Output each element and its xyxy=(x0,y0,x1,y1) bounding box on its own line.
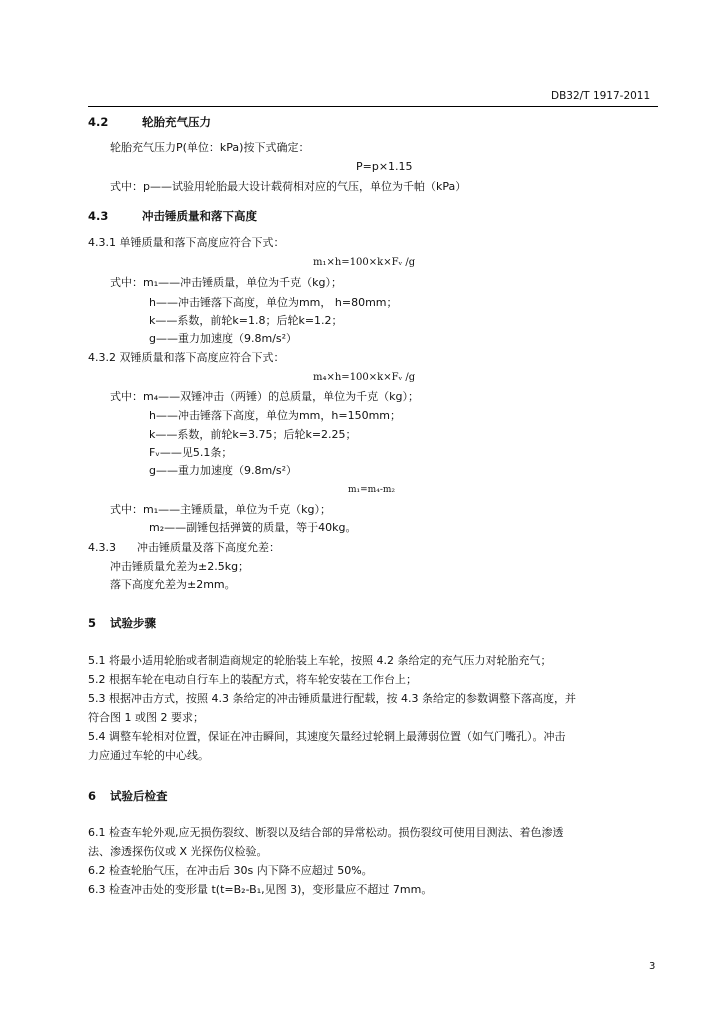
step-line: 力应通过车轮的中心线。 xyxy=(88,749,209,762)
header-doc-id: DB32/T 1917-2011 xyxy=(551,90,651,102)
check-line: 6.3 检查冲击处的变形量 t(t=B₂-B₁,见图 3)，变形量应不超过 7mm。 xyxy=(88,883,433,896)
definition-line: k——系数，前轮k=1.8；后轮k=1.2； xyxy=(149,314,343,327)
section-number: 4.2 xyxy=(88,115,109,129)
page-number: 3 xyxy=(649,961,656,972)
definition-line: h——冲击锤落下高度，单位为mm，h=150mm； xyxy=(149,409,402,422)
definition-line: 式中：m₁——主锤质量，单位为千克（kg）； xyxy=(110,503,331,516)
step-line: 5.1 将最小适用轮胎或者制造商规定的轮胎装上车轮，按照 4.2 条给定的充气压力对轮胎充气； xyxy=(88,654,552,667)
definition-line: m₂——副锤包括弹簧的质量，等于40kg。 xyxy=(149,521,357,534)
formula: P=p×1.15 xyxy=(356,160,413,173)
section-number: 4.3 xyxy=(88,209,109,223)
definition-line: 式中：m₁——冲击锤质量，单位为千克（kg）； xyxy=(110,276,342,289)
step-line: 5.3 根据冲击方式，按照 4.3 条给定的冲击锤质量进行配载，按 4.3 条给定的参数调整下落高度，并 xyxy=(88,692,576,705)
paragraph-line: 式中：p——试验用轮胎最大设计载荷相对应的气压，单位为千帕（kPa） xyxy=(110,180,467,193)
subsection-line: 4.3.1 单锤质量和落下高度应符合下式： xyxy=(88,236,285,249)
formula: m₁=m₄-m₂ xyxy=(348,485,396,495)
paragraph-line: 冲击锤质量允差为±2.5kg； xyxy=(110,560,250,573)
check-line: 法、渗透探伤仪或 X 光探伤仪检验。 xyxy=(88,845,268,858)
definition-line: g——重力加速度（9.8m/s²） xyxy=(149,332,298,345)
section-heading: 冲击锤质量和落下高度 xyxy=(142,209,257,223)
step-line: 5.2 根据车轮在电动自行车上的装配方式，将车轮安装在工作台上； xyxy=(88,673,417,686)
paragraph-line: 轮胎充气压力P(单位：kPa)按下式确定： xyxy=(110,141,310,154)
step-line: 符合图 1 或图 2 要求； xyxy=(88,711,204,724)
section-heading: 试验后检查 xyxy=(110,789,168,803)
definition-line: 式中：m₄——双锤冲击（两锤）的总质量，单位为千克（kg）； xyxy=(110,390,419,403)
section-number: 5 xyxy=(88,616,97,630)
definition-line: h——冲击锤落下高度，单位为mm， h=80mm； xyxy=(149,296,398,309)
section-number: 6 xyxy=(88,789,97,803)
step-line: 5.4 调整车轮相对位置，保证在冲击瞬间，其速度矢量经过轮辋上最薄弱位置（如气门嘴孔）。冲击 xyxy=(88,730,566,743)
subsection-line: 4.3.2 双锤质量和落下高度应符合下式： xyxy=(88,351,285,364)
check-line: 6.1 检查车轮外观,应无损伤裂纹、断裂以及结合部的异常松动。损伤裂纹可使用目测法、着色渗透 xyxy=(88,826,564,839)
section-heading: 试验步骤 xyxy=(110,616,156,630)
header-rule xyxy=(88,106,658,107)
subsection-title: 冲击锤质量及落下高度允差： xyxy=(137,541,280,554)
section-heading: 轮胎充气压力 xyxy=(142,115,211,129)
definition-line: k——系数，前轮k=3.75；后轮k=2.25； xyxy=(149,428,357,441)
check-line: 6.2 检查轮胎气压，在冲击后 30s 内下降不应超过 50%。 xyxy=(88,864,373,877)
definition-line: Fᵥ——见5.1条； xyxy=(149,446,233,459)
subsection-number: 4.3.3 xyxy=(88,541,116,554)
paragraph-line: 落下高度允差为±2mm。 xyxy=(110,578,236,591)
formula: m₁×h=100×k×Fᵥ /g xyxy=(313,257,416,268)
definition-line: g——重力加速度（9.8m/s²） xyxy=(149,464,298,477)
formula: m₄×h=100×k×Fᵥ /g xyxy=(313,372,416,383)
